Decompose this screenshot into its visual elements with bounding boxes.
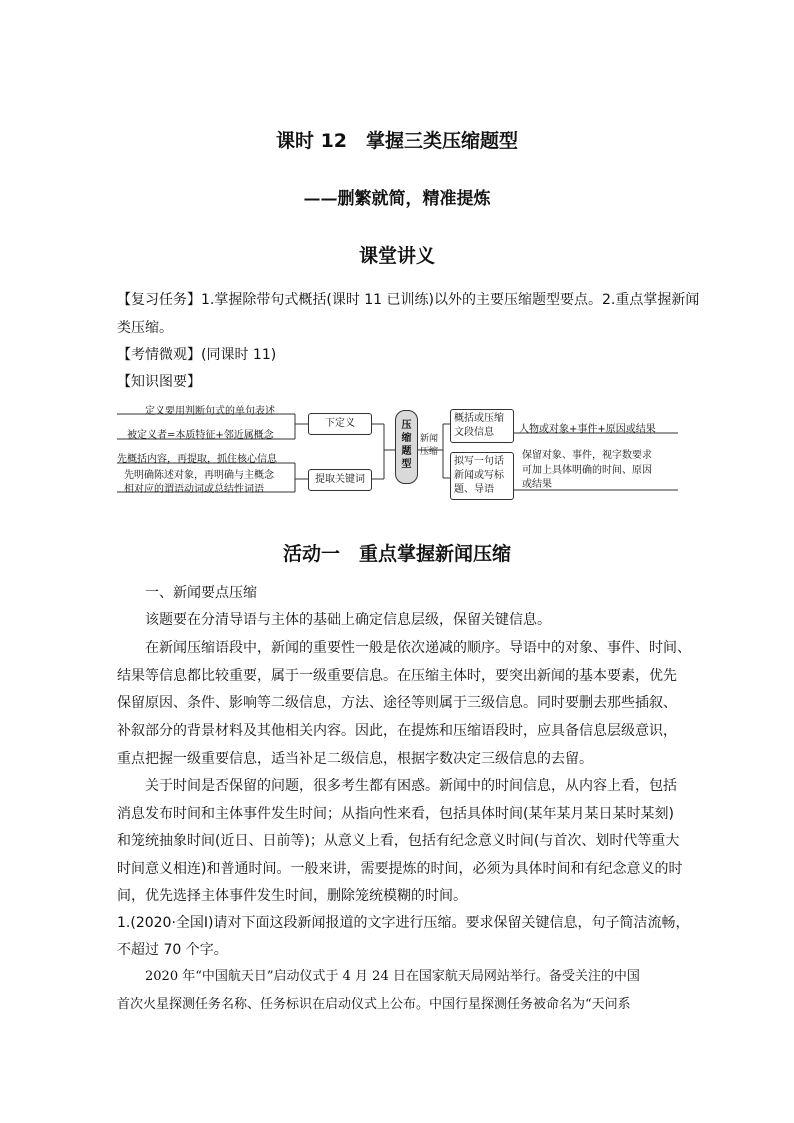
left-top-line-1: 定义要用判断句式的单句表述	[145, 406, 275, 417]
node-center-label: 压缩题型	[401, 420, 412, 470]
node-center	[395, 410, 418, 484]
node-summarize-label: 概括或压缩文段信息	[454, 413, 504, 438]
passage-line-1: 2020 年“中国航天日”启动仪式于 4 月 24 日在国家航天局网站举行。备受关注的中国	[145, 969, 640, 984]
page-subtitle: ——删繁就简，精准提炼	[303, 189, 491, 209]
node-keywords-label: 提取关键词	[315, 474, 365, 485]
task-line-1	[117, 293, 699, 307]
page-title: 课时 12 掌握三类压缩题型	[275, 130, 519, 152]
paragraph-line: 重点把握一级重要信息，适当补足二级信息，根据字数决定三级信息的去留。	[117, 751, 593, 767]
node-headline	[450, 452, 514, 500]
news-label: 新闻压缩	[420, 434, 439, 457]
left-bottom-line-1: 先概括内容，再提取，抓住核心信息	[117, 454, 277, 465]
right-bottom-line-2: 可加上具体明确的时间、原因	[522, 465, 652, 476]
activity-heading: 一、新闻要点压缩	[145, 585, 257, 601]
left-bottom-line-2: 先明确陈述对象，再明确与主概念	[124, 470, 274, 481]
task-text: 1.掌握除带句式概括(课时 11 已训练)以外的主要压缩题型要点。2.重点掌握新闻	[201, 292, 700, 308]
passage-line-2: 首次火星探测任务名称、任务标识在启动仪式上公布。中国行星探测任务被命名为“天问系	[117, 997, 631, 1012]
node-definition-label: 下定义	[325, 418, 355, 429]
exam-line	[117, 348, 276, 362]
node-definition	[308, 413, 372, 435]
left-top-line-2: 被定义者=本质特征+邻近属概念	[127, 430, 274, 441]
paragraph-line: 该题要在分清导语与主体的基础上确定信息层级，保留关键信息。	[145, 612, 551, 628]
paragraph-line: 消息发布时间和主体事件发生时间；从指向性来看，包括具体时间(某年某月某日某时某刻)	[117, 806, 674, 822]
node-summarize	[450, 409, 514, 443]
exam-label: 【考情微观】	[117, 347, 201, 363]
knowledge-label: 【知识图要】	[117, 374, 201, 390]
paragraph-line: 关于时间是否保留的问题，很多考生都有困惑。新闻中的时间信息，从内容上看，包括	[145, 778, 677, 794]
paragraph-line: 间，优先选择主体事件发生时间，删除笼统模糊的时间。	[117, 888, 467, 904]
node-keywords	[308, 469, 372, 491]
section-title: 课堂讲义	[358, 245, 435, 267]
right-bottom-line-3: 或结果	[522, 479, 552, 490]
activity-title: 活动一 重点掌握新闻压缩	[282, 543, 511, 565]
question-line-1: 1.(2020·全国Ⅰ)请对下面这段新闻报道的文字进行压缩。要求保留关键信息，句子简洁流畅，	[117, 915, 690, 931]
node-headline-label: 拟写一句话新闻或写标题、导语	[454, 456, 504, 495]
question-line-2: 不超过 70 个字。	[117, 942, 228, 958]
task-label: 【复习任务】	[117, 292, 201, 308]
paragraph-line: 补叙部分的背景材料及其他相关内容。因此，在提炼和压缩语段时，应具备信息层级意识，	[117, 723, 677, 739]
paragraph-line: 在新闻压缩语段中，新闻的重要性一般是依次递减的顺序。导语中的对象、事件、时间、	[145, 640, 691, 656]
task-line-2: 类压缩。	[117, 320, 173, 336]
right-top-text: 人物或对象+事件+原因或结果	[519, 424, 656, 435]
left-bottom-line-3: 相对应的谓语动词或总结性词语	[124, 484, 264, 495]
exam-text: (同课时 11)	[201, 347, 277, 363]
paragraph-line: 和笼统抽象时间(近日、日前等)；从意义上看，包括有纪念意义时间(与首次、划时代等重大	[117, 833, 680, 849]
paragraph-line: 时间意义相连)和普通时间。一般来讲，需要提炼的时间，必须为具体时间和有纪念意义的时	[117, 861, 683, 877]
paragraph-line: 保留原因、条件、影响等二级信息，方法、途径等则属于三级信息。同时要删去那些插叙、	[117, 695, 677, 711]
right-bottom-line-1: 保留对象、事件，视字数要求	[522, 450, 652, 461]
paragraph-line: 结果等信息都比较重要，属于一级重要信息。在压缩主体时，要突出新闻的基本要素，优先	[117, 668, 677, 684]
